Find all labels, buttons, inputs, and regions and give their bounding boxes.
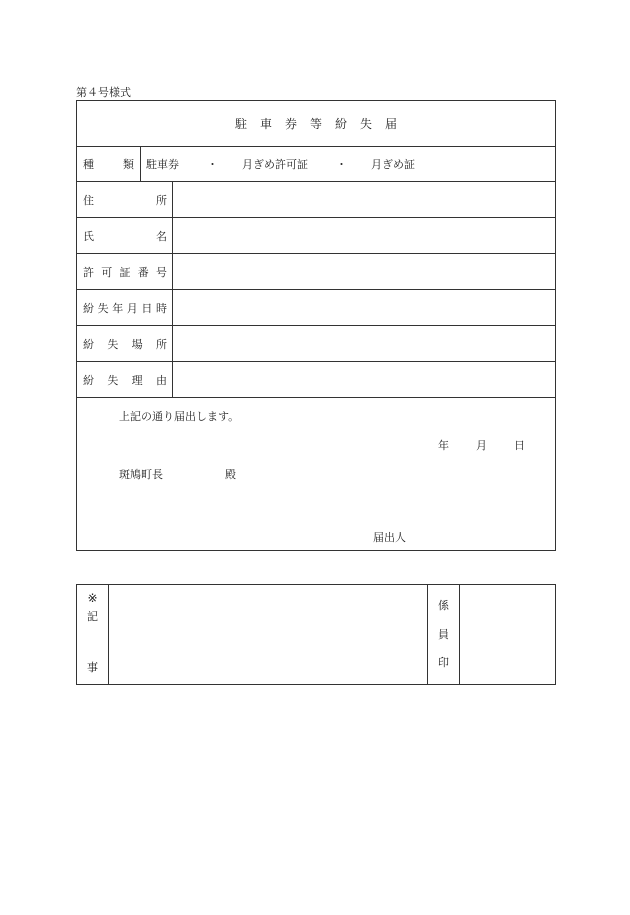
field-row-address	[77, 182, 555, 218]
option-separator: ・	[207, 158, 218, 171]
label-char: 失	[107, 373, 119, 387]
reporter-label: 届出人	[373, 531, 406, 544]
label-char: 紛	[83, 373, 94, 387]
label-char: 番	[137, 265, 149, 279]
field-label-loss-datetime	[77, 290, 173, 325]
label-char: 理	[131, 373, 143, 387]
reference-mark: ※	[87, 591, 98, 605]
remarks-box	[76, 584, 556, 685]
option-monthly-certificate[interactable]: 月ぎめ証	[371, 158, 415, 171]
field-row-name	[77, 218, 555, 254]
label-char: 紛	[83, 337, 94, 351]
date-day-label: 日	[514, 439, 525, 452]
label-char: 場	[131, 337, 143, 351]
date-year-label: 年	[438, 439, 449, 452]
type-label-char: 種	[83, 158, 94, 171]
label-char: 月	[126, 301, 138, 315]
type-row	[77, 147, 555, 182]
date-line	[411, 437, 525, 453]
field-label-loss-reason	[77, 362, 173, 397]
type-label	[77, 147, 141, 181]
label-char: 失	[107, 337, 119, 351]
label-char: 由	[155, 373, 167, 387]
field-label-permit-number	[77, 254, 173, 289]
remarks-field[interactable]	[109, 585, 428, 684]
statement-text: 上記の通り届出します。	[119, 410, 240, 423]
remarks-label	[77, 585, 109, 684]
option-separator: ・	[336, 158, 347, 171]
option-monthly-permit[interactable]: 月ぎめ許可証	[242, 158, 308, 171]
field-label-address	[77, 182, 173, 217]
form-number: 第４号様式	[76, 86, 131, 99]
field-row-loss-place	[77, 326, 555, 362]
permit-number-field[interactable]	[173, 254, 555, 289]
remarks-label-bottom: 事	[87, 661, 98, 674]
label-char: 年	[112, 301, 124, 315]
label-char: 名	[156, 229, 167, 243]
label-char: 可	[101, 265, 113, 279]
address-field[interactable]	[173, 182, 555, 217]
label-char: 紛	[83, 301, 94, 315]
label-char: 氏	[83, 229, 94, 243]
field-row-permit-number	[77, 254, 555, 290]
loss-place-field[interactable]	[173, 326, 555, 361]
name-field[interactable]	[173, 218, 555, 253]
remarks-label-top: 記	[87, 610, 98, 623]
label-char: 所	[156, 193, 167, 207]
type-label-char: 類	[123, 158, 134, 171]
form-title: 駐車券等紛失届	[77, 101, 555, 147]
date-month-label: 月	[476, 439, 487, 452]
loss-report-form	[76, 100, 556, 551]
clerk-seal-label	[428, 585, 460, 684]
loss-reason-field[interactable]	[173, 362, 555, 397]
type-options	[141, 147, 415, 181]
field-label-loss-place	[77, 326, 173, 361]
field-label-name	[77, 218, 173, 253]
statement-section	[77, 398, 555, 557]
option-parking-ticket[interactable]: 駐車券	[146, 158, 179, 171]
label-char: 日	[141, 301, 153, 315]
label-char: 失	[97, 301, 109, 315]
clerk-char: 員	[438, 627, 449, 641]
label-char: 証	[119, 265, 131, 279]
label-char: 号	[156, 265, 167, 279]
field-row-loss-reason	[77, 362, 555, 398]
label-char: 時	[155, 301, 167, 315]
clerk-char: 印	[438, 656, 449, 669]
label-char: 所	[155, 337, 167, 351]
loss-datetime-field[interactable]	[173, 290, 555, 325]
label-char: 許	[83, 265, 94, 279]
field-row-loss-datetime	[77, 290, 555, 326]
label-char: 住	[83, 193, 94, 207]
honorific: 殿	[225, 468, 236, 481]
clerk-seal-field[interactable]	[460, 585, 555, 684]
clerk-char: 係	[438, 599, 449, 612]
addressee: 斑鳩町長	[119, 468, 163, 481]
